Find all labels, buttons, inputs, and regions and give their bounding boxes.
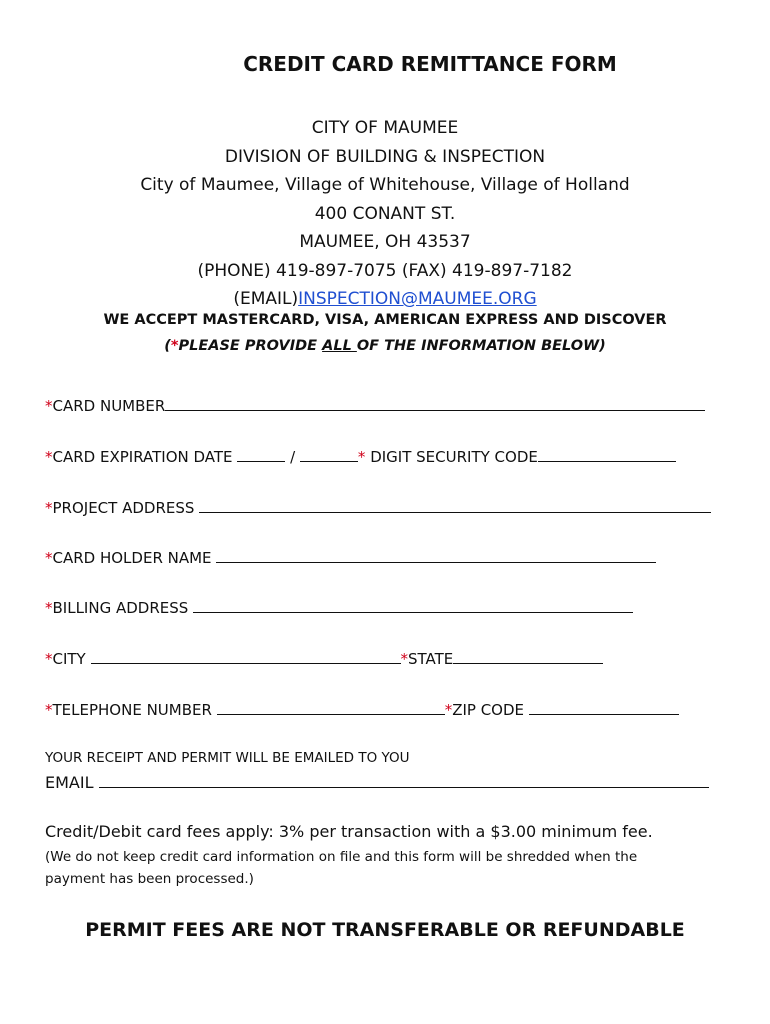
card-number-field[interactable]: [165, 396, 705, 411]
billing-address-field[interactable]: [193, 598, 633, 613]
city-field[interactable]: [91, 649, 401, 664]
billing-address-label: BILLING ADDRESS: [52, 599, 189, 617]
agency-email-line: [0, 285, 770, 314]
zip-label: ZIP CODE: [452, 701, 525, 719]
expiration-label: CARD EXPIRATION DATE: [52, 448, 233, 466]
non-refundable-notice: PERMIT FEES ARE NOT TRANSFERABLE OR REFUNDABLE: [85, 919, 685, 941]
project-address-field[interactable]: [199, 498, 711, 513]
accepted-cards-notice: WE ACCEPT MASTERCARD, VISA, AMERICAN EXPRESS AND DISCOVER: [103, 312, 667, 328]
expiration-slash: /: [290, 448, 296, 466]
provide-open-paren: (: [164, 338, 171, 354]
form-title: CREDIT CARD REMITTANCE FORM: [243, 52, 617, 76]
agency-city-state-zip: MAUMEE, OH 43537: [299, 232, 471, 252]
city-label: CITY: [52, 650, 86, 668]
card-data-retention-note: (We do not keep credit card information on file and this form will be shredded when the payment has been processed.): [45, 849, 638, 887]
required-star: *: [400, 650, 409, 668]
state-field[interactable]: [453, 649, 603, 664]
agency-city: CITY OF MAUMEE: [311, 118, 459, 138]
required-star: *: [45, 650, 53, 668]
required-star: *: [170, 338, 179, 354]
receipt-note: YOUR RECEIPT AND PERMIT WILL BE EMAILED TO YOU: [45, 750, 410, 766]
provide-text-before: PLEASE PROVIDE: [178, 338, 323, 354]
agency-street: 400 CONANT ST.: [314, 203, 456, 224]
email-link[interactable]: INSPECTION@MAUMEE.ORG: [298, 289, 537, 309]
required-star: *: [45, 397, 53, 415]
zip-field[interactable]: [529, 700, 679, 715]
project-address-row: [45, 498, 711, 517]
required-star: *: [45, 599, 53, 617]
required-star: *: [45, 499, 53, 517]
telephone-zip-row: [45, 700, 679, 719]
agency-division: DIVISION OF BUILDING & INSPECTION: [224, 146, 546, 167]
city-state-row: [45, 649, 603, 668]
email-row: [45, 773, 709, 792]
agency-header: [0, 114, 770, 314]
card-number-label: CARD NUMBER: [52, 397, 166, 415]
required-star: *: [444, 701, 453, 719]
email-label: EMAIL: [45, 773, 94, 792]
telephone-label: TELEPHONE NUMBER: [52, 701, 212, 719]
required-star: *: [45, 549, 53, 567]
card-number-row: [45, 396, 705, 415]
provide-text-after: OF THE INFORMATION BELOW): [356, 338, 606, 354]
agency-jurisdictions: City of Maumee, Village of Whitehouse, Village of Holland: [140, 175, 630, 195]
required-star: *: [357, 448, 366, 466]
card-fee-notice: Credit/Debit card fees apply: 3% per transaction with a $3.00 minimum fee.: [45, 822, 653, 841]
billing-address-row: [45, 598, 633, 617]
provide-all-notice: [0, 338, 770, 354]
email-prefix: (EMAIL): [233, 289, 299, 309]
state-label: STATE: [408, 650, 454, 668]
provide-all-emphasis: ALL: [322, 338, 357, 354]
card-holder-field[interactable]: [216, 548, 656, 563]
expiration-year-field[interactable]: [300, 447, 358, 462]
telephone-field[interactable]: [217, 700, 445, 715]
required-star: *: [45, 448, 53, 466]
expiration-row: [45, 447, 676, 466]
card-holder-row: [45, 548, 656, 567]
email-field[interactable]: [99, 773, 709, 788]
project-address-label: PROJECT ADDRESS: [52, 499, 195, 517]
security-code-field[interactable]: [538, 447, 676, 462]
agency-phone-fax: (PHONE) 419-897-7075 (FAX) 419-897-7182: [197, 260, 573, 281]
required-star: *: [45, 701, 53, 719]
card-holder-label: CARD HOLDER NAME: [52, 549, 212, 567]
security-code-label: DIGIT SECURITY CODE: [365, 448, 538, 466]
expiration-month-field[interactable]: [237, 447, 285, 462]
